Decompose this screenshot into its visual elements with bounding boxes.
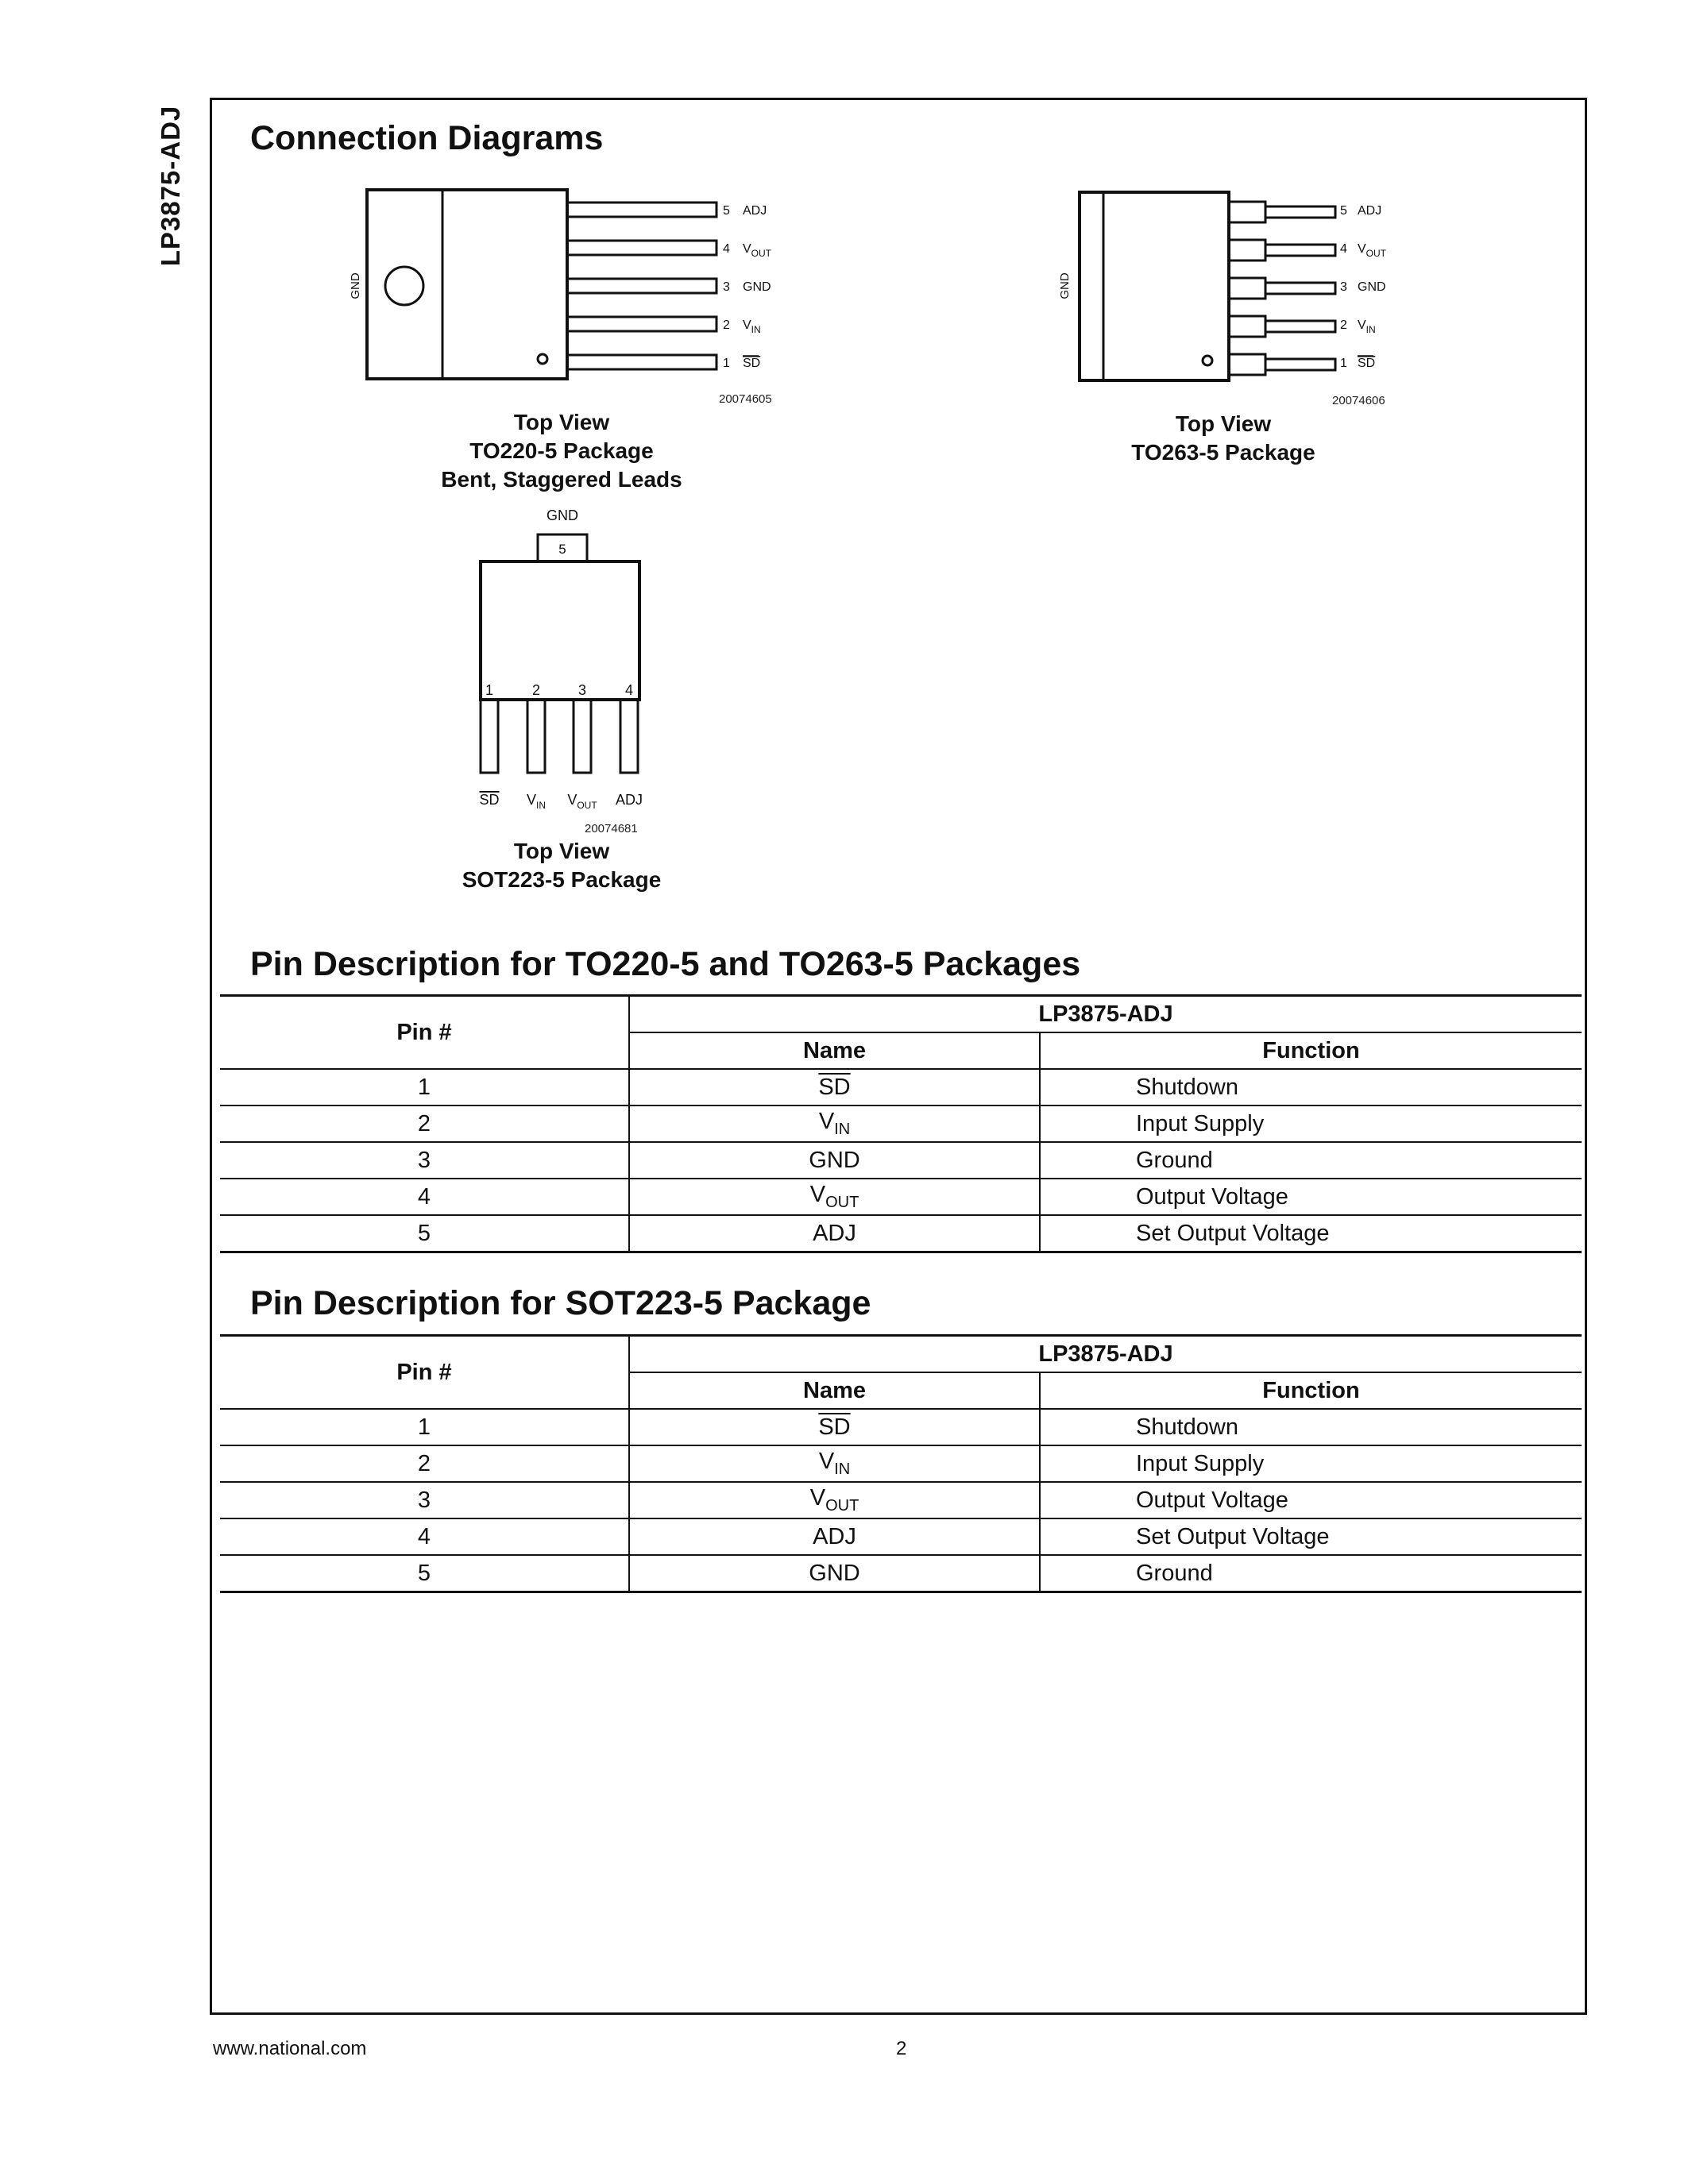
table-row [220, 1215, 1582, 1252]
pin-name: V [818, 1109, 835, 1134]
name-cell [629, 1179, 1040, 1215]
table-row [220, 1069, 1582, 1106]
to220-pin-number: 2 [723, 318, 730, 332]
function-cell: Input Supply [1040, 1106, 1582, 1142]
to263-pin-name: GND [1358, 280, 1386, 294]
name-cell [629, 1142, 1040, 1179]
name-header: Name [629, 1372, 1040, 1409]
side-title: LP3875-ADJ [156, 105, 185, 267]
pin-name: ADJ [813, 1523, 856, 1549]
to220-caption: Top View TO220-5 Package Bent, Staggered Leads [441, 410, 682, 492]
to263-diagram [1053, 179, 1418, 393]
to-pin-table-heading: Pin Description for TO220-5 and TO263-5 Packages [250, 945, 1081, 983]
function-header: Function [1040, 1032, 1582, 1069]
pin-cell: 1 [220, 1069, 629, 1106]
function-cell: Ground [1040, 1555, 1582, 1592]
footer-page-number: 2 [896, 2038, 907, 2059]
sot223-figure-number: 20074681 [585, 822, 638, 835]
pin-name: GND [809, 1560, 860, 1586]
to263-pin-number: 1 [1340, 357, 1347, 370]
sot223-tab-number: 5 [558, 542, 566, 557]
to220-pin-number: 5 [723, 204, 730, 218]
table-row [220, 1555, 1582, 1592]
name-cell [629, 1445, 1040, 1482]
sot223-tab-label: GND [547, 507, 578, 523]
function-header: Function [1040, 1372, 1582, 1409]
name-cell [629, 1215, 1040, 1252]
table-row [220, 1106, 1582, 1142]
name-cell [629, 1409, 1040, 1445]
function-cell: Output Voltage [1040, 1179, 1582, 1215]
sot223-pin-name: SD [479, 792, 500, 808]
to220-side-label: GND [349, 272, 362, 299]
to220-pin-number: 3 [723, 280, 730, 294]
table-row [220, 1179, 1582, 1215]
pin-name-subscript: IN [834, 1121, 851, 1138]
sot223-pin-number: 4 [624, 682, 634, 698]
group-header: LP3875-ADJ [629, 1336, 1582, 1373]
footer-website[interactable]: www.national.com [213, 2038, 367, 2059]
sot223-caption: Top View SOT223-5 Package [462, 839, 662, 892]
group-header: LP3875-ADJ [629, 996, 1582, 1033]
sot223-pin-name: ADJ [615, 792, 643, 808]
function-cell: Ground [1040, 1142, 1582, 1179]
to220-pin-name: $V_{OUT}$ [743, 242, 772, 259]
sot-pin-table [220, 1334, 1582, 1593]
pin-name: $\overline{SD}$ [818, 1414, 851, 1440]
table-row [220, 1518, 1582, 1555]
pin-cell: 2 [220, 1445, 629, 1482]
sot223-pin-number: 3 [577, 682, 587, 698]
to220-pin-name: $V_{IN}$ [743, 318, 761, 335]
to263-pin-number: 2 [1340, 318, 1347, 332]
pin-name: V [809, 1182, 826, 1207]
table-row [220, 1482, 1582, 1518]
pin-name: V [809, 1485, 826, 1511]
pin-cell: 4 [220, 1179, 629, 1215]
name-cell [629, 1069, 1040, 1106]
to263-pin-number: 3 [1340, 280, 1347, 294]
to-pin-table [220, 994, 1582, 1253]
connection-diagrams-heading: Connection Diagrams [250, 119, 604, 157]
pin-cell: 3 [220, 1482, 629, 1518]
pin-name-subscript: OUT [825, 1194, 859, 1211]
pin-name: ADJ [813, 1220, 856, 1246]
name-header: Name [629, 1032, 1040, 1069]
sot-pin-table-heading: Pin Description for SOT223-5 Package [250, 1284, 871, 1322]
function-cell: Shutdown [1040, 1409, 1582, 1445]
function-cell: Output Voltage [1040, 1482, 1582, 1518]
function-cell: Shutdown [1040, 1069, 1582, 1106]
sot223-diagram [445, 504, 683, 822]
pin-name-subscript: IN [834, 1461, 851, 1478]
pin-cell: 5 [220, 1555, 629, 1592]
to263-pin-number: 5 [1340, 204, 1347, 218]
to263-pin-name: SD [1358, 357, 1376, 370]
sot223-pin-name: $V_{OUT}$ [567, 792, 597, 811]
name-cell [629, 1106, 1040, 1142]
to220-pin-name: GND [743, 280, 771, 294]
function-cell: Set Output Voltage [1040, 1215, 1582, 1252]
to263-side-label: GND [1058, 272, 1072, 299]
pin-name-subscript: OUT [825, 1497, 859, 1515]
to220-pin-name: SD [743, 357, 761, 370]
pin-cell: 1 [220, 1409, 629, 1445]
pin-cell: 5 [220, 1215, 629, 1252]
table-row [220, 1445, 1582, 1482]
to263-pin-name: ADJ [1358, 204, 1382, 218]
to220-pin-number: 4 [723, 242, 730, 256]
table-row [220, 1142, 1582, 1179]
sot223-pin-number: 2 [531, 682, 541, 698]
pin-header: Pin # [220, 996, 629, 1070]
pin-name: GND [809, 1147, 860, 1173]
pin-cell: 2 [220, 1106, 629, 1142]
sot223-pin-name: $V_{IN}$ [526, 792, 547, 811]
to263-pin-number: 4 [1340, 242, 1347, 256]
pin-cell: 3 [220, 1142, 629, 1179]
name-cell [629, 1482, 1040, 1518]
to220-figure-number: 20074605 [719, 392, 772, 406]
function-cell: Input Supply [1040, 1445, 1582, 1482]
sot223-pin-number: 1 [485, 682, 494, 698]
pin-header: Pin # [220, 1336, 629, 1410]
name-cell [629, 1555, 1040, 1592]
pin-name: $\overline{SD}$ [818, 1074, 851, 1100]
to220-pin-name: ADJ [743, 204, 767, 218]
function-cell: Set Output Voltage [1040, 1518, 1582, 1555]
to220-diagram [342, 179, 802, 401]
to263-caption: Top View TO263-5 Package [1131, 411, 1315, 465]
to263-pin-name: $V_{IN}$ [1358, 318, 1376, 335]
to263-figure-number: 20074606 [1332, 394, 1385, 407]
name-cell [629, 1518, 1040, 1555]
pin-name: V [818, 1449, 835, 1474]
pin-cell: 4 [220, 1518, 629, 1555]
table-row [220, 1409, 1582, 1445]
to263-pin-name: $V_{OUT}$ [1358, 242, 1387, 259]
to220-pin-number: 1 [723, 357, 730, 370]
